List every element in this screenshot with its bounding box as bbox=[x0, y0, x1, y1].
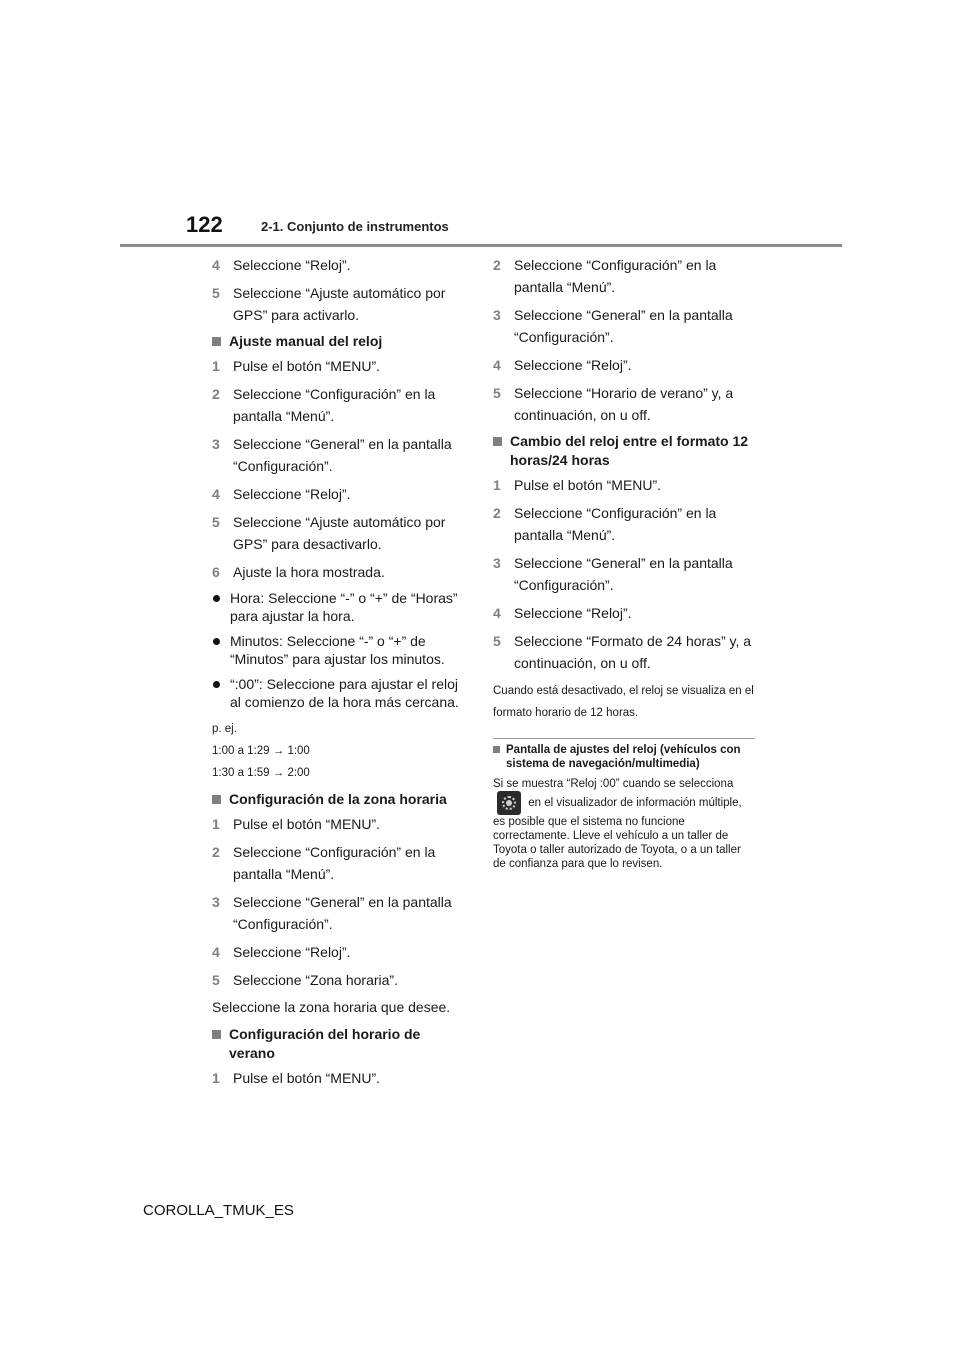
step bbox=[493, 382, 755, 426]
step-text: Seleccione “Reloj”. bbox=[233, 486, 351, 502]
step-text: Pulse el botón “MENU”. bbox=[233, 816, 381, 832]
step bbox=[212, 891, 468, 935]
page-number: 122 bbox=[186, 212, 223, 237]
heading-text: Configuración del horario de verano bbox=[229, 1026, 421, 1061]
subsection-heading bbox=[212, 790, 468, 809]
heading-text: Configuración de la zona horaria bbox=[229, 791, 447, 807]
section-title: 2-1. Conjunto de instrumentos bbox=[261, 219, 449, 234]
step-text: Pulse el botón “MENU”. bbox=[233, 1070, 381, 1086]
step-number: 5 bbox=[212, 514, 220, 530]
step-text: Seleccione “Formato de 24 horas” y, a continuación, on u off. bbox=[514, 633, 752, 671]
square-bullet-icon bbox=[212, 337, 221, 346]
step bbox=[493, 474, 755, 496]
step-text: Seleccione “Reloj”. bbox=[514, 357, 632, 373]
step bbox=[493, 304, 755, 348]
step bbox=[212, 383, 468, 427]
step-number: 2 bbox=[493, 505, 501, 521]
note-heading-text: Pantalla de ajustes del reloj (vehículos con sistema de navegación/multimedia) bbox=[506, 744, 741, 770]
step-number: 2 bbox=[212, 844, 220, 860]
step bbox=[493, 502, 755, 546]
note-heading bbox=[493, 743, 755, 771]
step bbox=[212, 254, 468, 276]
step bbox=[212, 355, 468, 377]
bullet-text: Hora: Seleccione “-” o “+” de “Horas” para ajustar la hora. bbox=[230, 590, 458, 624]
paragraph: Seleccione la zona horaria que desee. bbox=[212, 999, 451, 1015]
step-text: Seleccione “Configuración” en la pantalla “Menú”. bbox=[233, 386, 436, 424]
step-number: 1 bbox=[212, 816, 220, 832]
step-text: Seleccione “Reloj”. bbox=[233, 257, 351, 273]
step-text: Seleccione “Configuración” en la pantalla “Menú”. bbox=[514, 257, 717, 295]
step bbox=[212, 813, 468, 835]
step-text: Seleccione “Ajuste automático por GPS” para activarlo. bbox=[233, 285, 446, 323]
note-text-before: Si se muestra “Reloj :00” cuando se selecciona bbox=[493, 778, 734, 790]
subsection-heading bbox=[493, 432, 755, 470]
step bbox=[212, 282, 468, 326]
step-number: 1 bbox=[212, 1070, 220, 1086]
bullet-item bbox=[212, 632, 468, 668]
step-text: Seleccione “General” en la pantalla “Configuración”. bbox=[514, 307, 733, 345]
subsection-heading bbox=[212, 1025, 468, 1063]
step bbox=[212, 511, 468, 555]
step-text: Seleccione “Configuración” en la pantalla “Menú”. bbox=[514, 505, 717, 543]
step-number: 3 bbox=[493, 307, 501, 323]
bullet-dot-icon bbox=[213, 638, 220, 645]
step-number: 5 bbox=[493, 633, 501, 649]
step-text: Seleccione “General” en la pantalla “Configuración”. bbox=[233, 436, 452, 474]
step-number: 2 bbox=[212, 386, 220, 402]
step bbox=[493, 602, 755, 624]
right-column bbox=[493, 254, 755, 871]
heading-text: Cambio del reloj entre el formato 12 horas/24 horas bbox=[510, 433, 749, 468]
example-line: 1:00 a 1:29 → 1:00 bbox=[212, 745, 310, 757]
step-number: 1 bbox=[493, 477, 501, 493]
note-block bbox=[493, 738, 755, 871]
note-text bbox=[493, 777, 755, 871]
step-text: Seleccione “Reloj”. bbox=[233, 944, 351, 960]
note-text-after: en el visualizador de información múltiple, es posible que el sistema no funcione correctamente. Lleve el vehículo a un taller de Toyota o taller autorizado de Toyota, o a un taller de confianza para que lo revisen. bbox=[493, 797, 742, 870]
header-rule bbox=[120, 244, 842, 247]
step-text: Seleccione “General” en la pantalla “Configuración”. bbox=[514, 555, 733, 593]
step-number: 3 bbox=[493, 555, 501, 571]
footer-code: COROLLA_TMUK_ES bbox=[143, 1202, 294, 1219]
step-text: Ajuste la hora mostrada. bbox=[233, 564, 385, 580]
step bbox=[212, 561, 468, 583]
step bbox=[212, 1067, 468, 1089]
bullet-item bbox=[212, 675, 468, 711]
step bbox=[493, 630, 755, 674]
step bbox=[212, 433, 468, 477]
step bbox=[212, 941, 468, 963]
bullet-dot-icon bbox=[213, 681, 220, 688]
bullet-dot-icon bbox=[213, 595, 220, 602]
example-label: p. ej. bbox=[212, 723, 237, 735]
step-text: Seleccione “Ajuste automático por GPS” para desactivarlo. bbox=[233, 514, 446, 552]
square-bullet-icon bbox=[212, 795, 221, 804]
bullet-item bbox=[212, 589, 468, 625]
step-number: 4 bbox=[212, 257, 220, 273]
step-number: 1 bbox=[212, 358, 220, 374]
bullet-text: Minutos: Seleccione “-” o “+” de “Minutos” para ajustar los minutos. bbox=[230, 633, 445, 667]
step-number: 5 bbox=[212, 285, 220, 301]
step bbox=[493, 354, 755, 376]
gear-icon bbox=[497, 791, 521, 815]
step bbox=[212, 841, 468, 885]
subsection-heading bbox=[212, 332, 468, 351]
step bbox=[493, 254, 755, 298]
step-text: Pulse el botón “MENU”. bbox=[233, 358, 381, 374]
step-number: 4 bbox=[493, 357, 501, 373]
step bbox=[493, 552, 755, 596]
heading-text: Ajuste manual del reloj bbox=[229, 333, 383, 349]
step-text: Seleccione “Zona horaria”. bbox=[233, 972, 398, 988]
step-number: 4 bbox=[493, 605, 501, 621]
bullet-text: “:00”: Seleccione para ajustar el reloj al comienzo de la hora más cercana. bbox=[230, 676, 459, 710]
step-number: 5 bbox=[493, 385, 501, 401]
step-number: 5 bbox=[212, 972, 220, 988]
step-number: 3 bbox=[212, 436, 220, 452]
left-column bbox=[212, 254, 468, 1095]
square-bullet-icon bbox=[493, 437, 502, 446]
step-number: 4 bbox=[212, 486, 220, 502]
step-number: 2 bbox=[493, 257, 501, 273]
paragraph: Cuando está desactivado, el reloj se visualiza en el formato horario de 12 horas. bbox=[493, 685, 754, 719]
step-text: Pulse el botón “MENU”. bbox=[514, 477, 662, 493]
step-text: Seleccione “Horario de verano” y, a continuación, on u off. bbox=[514, 385, 734, 423]
example-line: 1:30 a 1:59 → 2:00 bbox=[212, 767, 310, 779]
square-bullet-icon bbox=[493, 746, 500, 753]
step bbox=[212, 483, 468, 505]
step-number: 6 bbox=[212, 564, 220, 580]
step-number: 4 bbox=[212, 944, 220, 960]
step-text: Seleccione “Reloj”. bbox=[514, 605, 632, 621]
square-bullet-icon bbox=[212, 1030, 221, 1039]
step-text: Seleccione “Configuración” en la pantalla “Menú”. bbox=[233, 844, 436, 882]
step bbox=[212, 969, 468, 991]
step-number: 3 bbox=[212, 894, 220, 910]
step-text: Seleccione “General” en la pantalla “Configuración”. bbox=[233, 894, 452, 932]
